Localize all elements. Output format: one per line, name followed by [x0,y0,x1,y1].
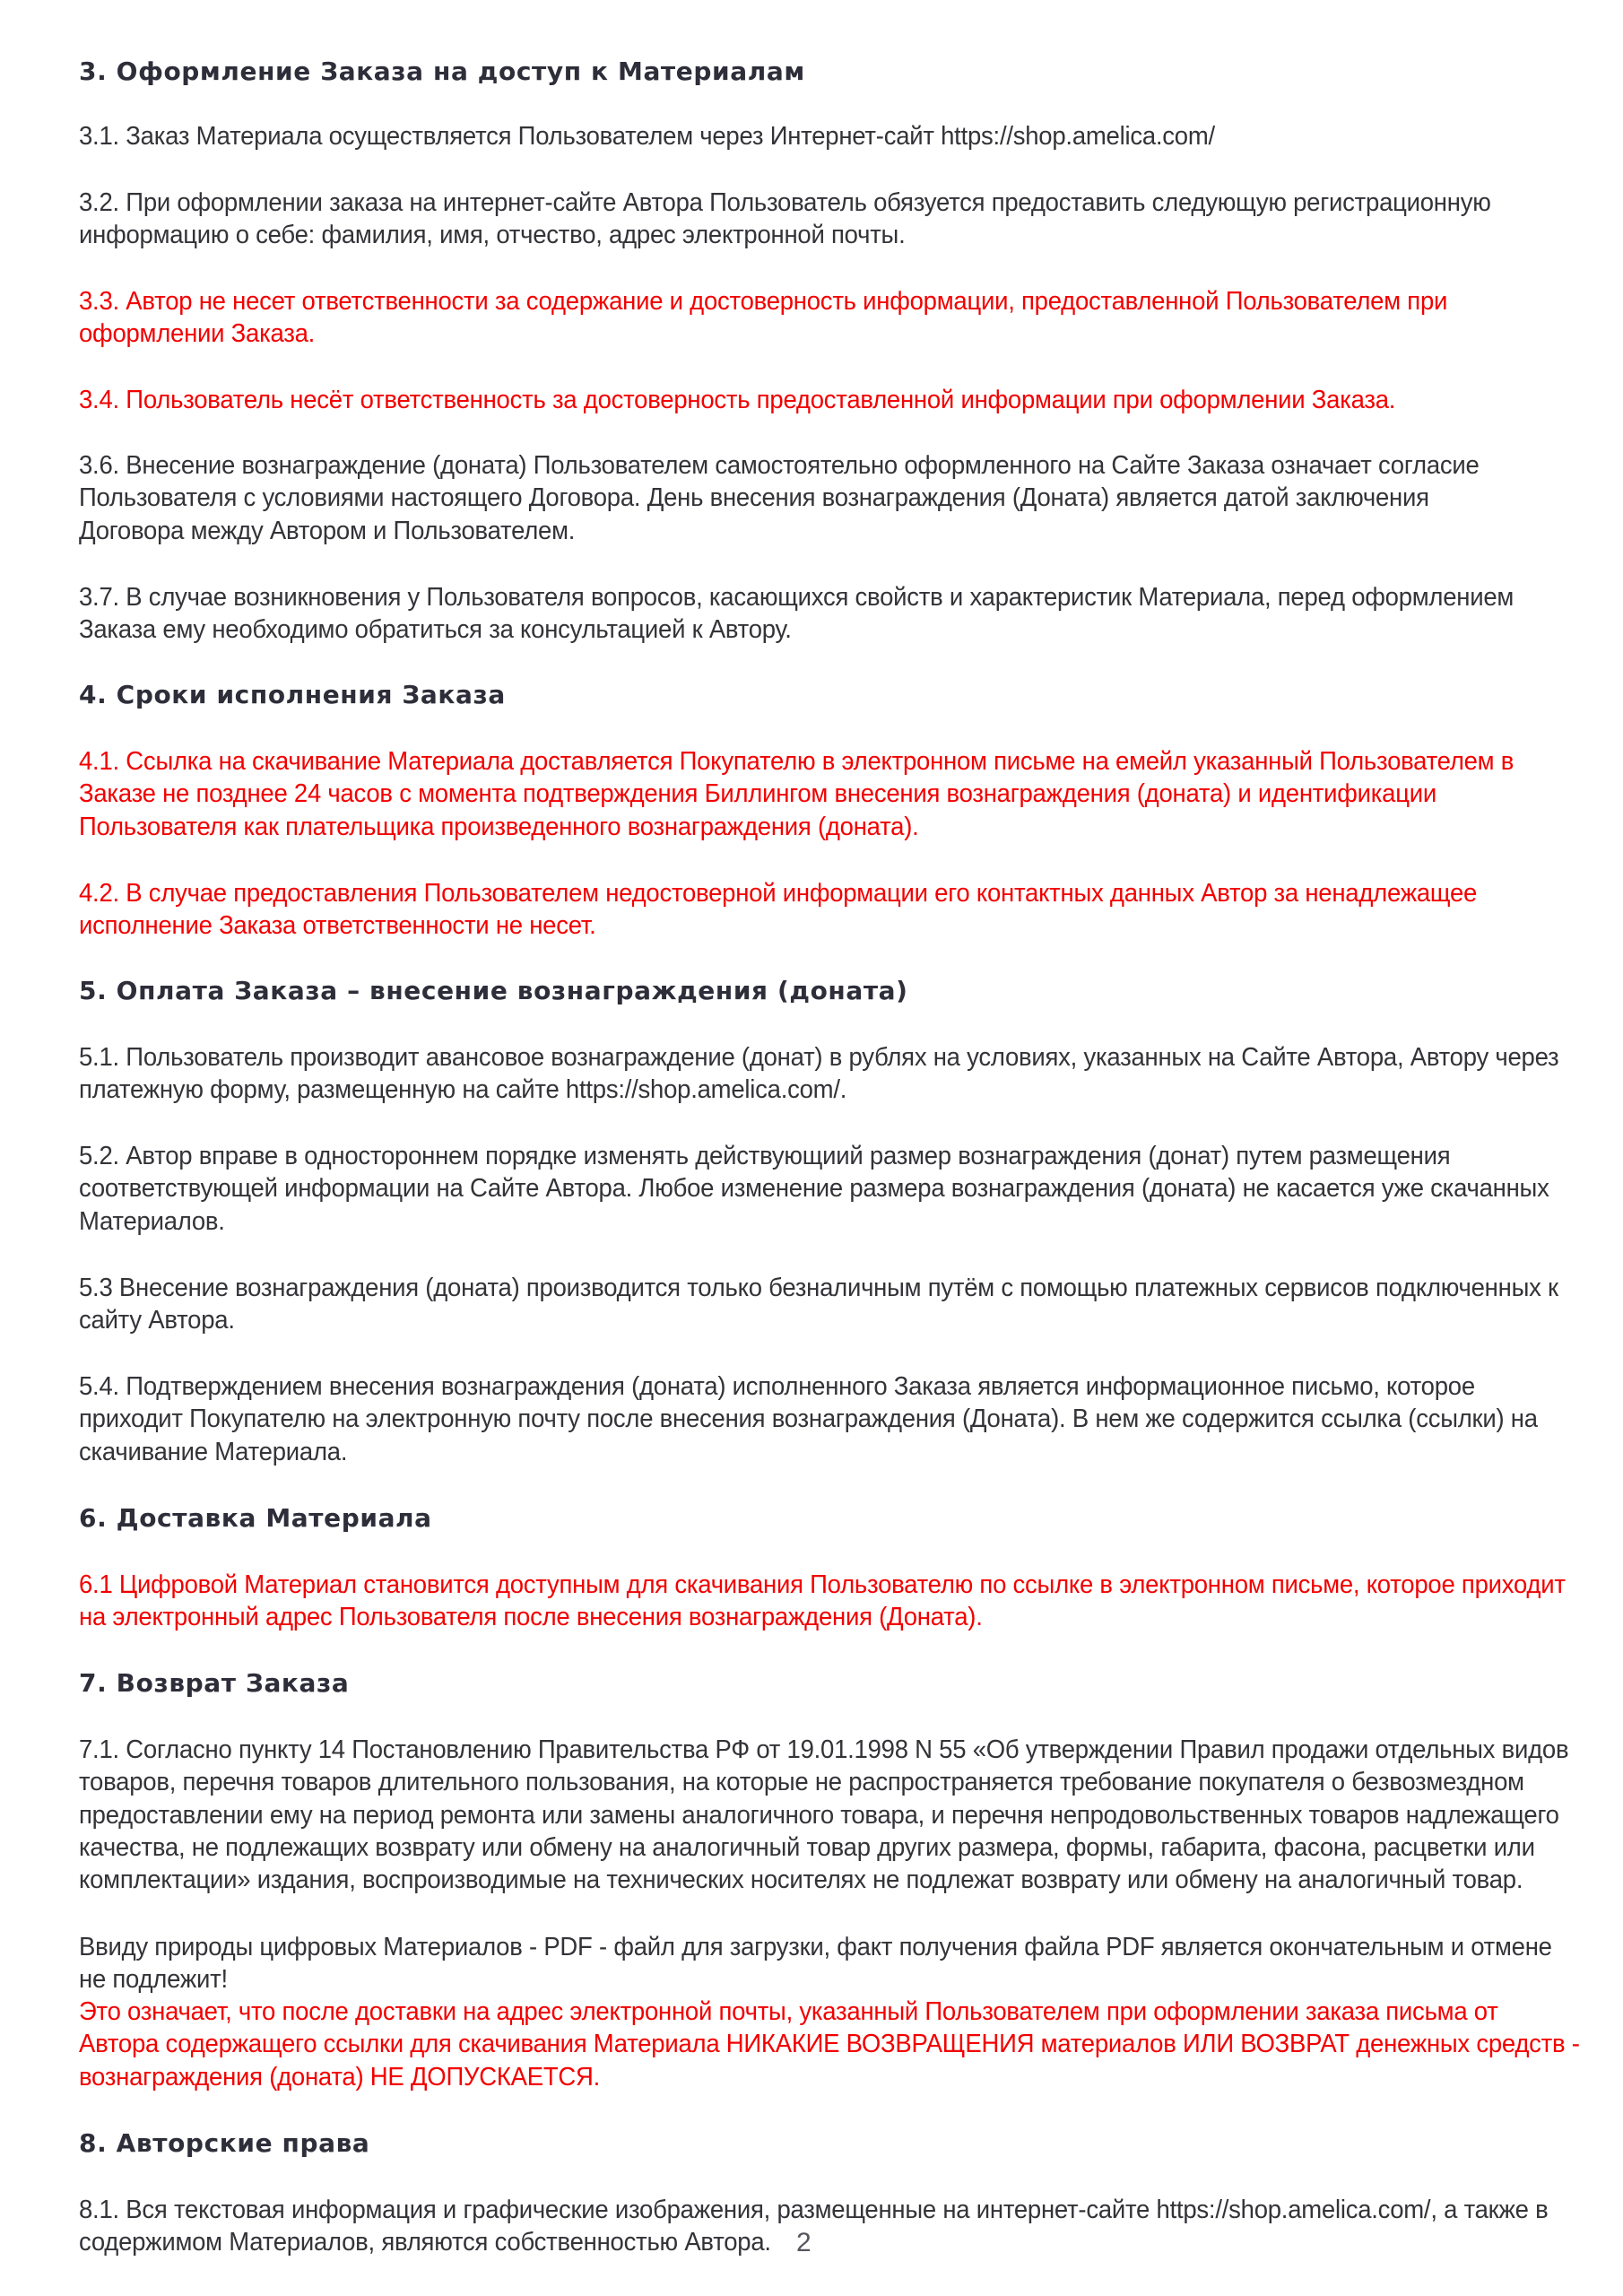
text-line: 4.2. В случае предоставления Пользователем недостоверной информации его контактных данных Автор за ненадлежащее [79,879,1478,908]
paragraph-6-1 [79,1569,1619,1634]
text-line: Пользователя как плательщика произведенного вознаграждения (доната). [79,812,919,841]
section-heading: 3. Оформление Заказа на доступ к Материалам [79,57,805,86]
paragraph-5-1 [79,1041,1612,1107]
paragraph-3-4 [79,384,1443,416]
text-line: Материалов. [79,1206,225,1236]
text-line: информацию о себе: фамилия, имя, отчество, адрес электронной почты. [79,221,906,250]
text-line: платежную форму, размещенную на сайте https://shop.amelica.com/. [79,1075,847,1105]
text-line: скачивание Материала. [79,1437,348,1466]
text-line: Пользователя с условиями настоящего Договора. День внесения вознаграждения (Доната) является датой заключения [79,483,1429,513]
text-line: 6.1 Цифровой Материал становится доступным для скачивания Пользователю по ссылке в электронном письме, которое приходит [79,1570,1566,1599]
text-line: исполнение Заказа ответственности не несет. [79,911,596,941]
section-heading: 5. Оплата Заказа – внесение вознаграждения (доната) [79,976,908,1005]
paragraph-4-1 [79,745,1566,843]
text-line: 4.1. Ссылка на скачивание Материала доставляется Покупателю в электронном письме на емейл указанный Пользователем в [79,747,1515,776]
paragraph-3-2 [79,187,1542,252]
paragraph-3-6 [79,449,1530,547]
text-line: 7.1. Согласно пункту 14 Постановлению Правительства РФ от 19.01.1998 N 55 «Об утверждении Правил продажи отдельных видов [79,1735,1569,1764]
text-line: Автора содержащего ссылки для скачивания Материала НИКАКИЕ ВОЗВРАЩЕНИЯ материалов ИЛИ ВОЗВРАТ денежных средств - [79,2030,1580,2059]
text-line: Заказе не позднее 24 часов с момента подтверждения Биллингом внесения вознаграждения (доната) и идентификации [79,779,1436,809]
section-heading: 4. Сроки исполнения Заказа [79,680,506,709]
paragraph-5-2 [79,1140,1602,1238]
text-line: 5.2. Автор вправе в одностороннем порядке изменять действующиий размер вознаграждения (донат) путем размещения [79,1142,1451,1170]
text-line: на электронный адрес Пользователя после внесения вознаграждения (Доната). [79,1603,983,1632]
text-line: 3.1. Заказ Материала осуществляется Пользователем через Интернет-сайт https://shop.amelica.com/ [79,122,1215,151]
text-line: содержимом Материалов, являются собственностью Автора. [79,2228,771,2257]
page-number: 2 [796,2228,812,2257]
paragraph-3-3 [79,285,1497,351]
text-line: не подлежит! [79,1965,228,1995]
paragraph-3-7 [79,581,1566,647]
text-line: приходит Покупателю на электронную почту после внесения вознаграждения (Доната). В нем же содержится ссылка (ссылки) на [79,1405,1538,1434]
text-line: Это означает, что после доставки на адрес электронной почты, указанный Пользователем при оформлении заказа письма от [79,1997,1498,2026]
paragraph-5-4 [79,1370,1591,1468]
section-heading: 6. Доставка Материала [79,1503,432,1533]
text-line: Ввиду природы цифровых Материалов - PDF - файл для загрузки, факт получения файла PDF является окончательным и отмене [79,1933,1552,1961]
text-line: 3.3. Автор не несет ответственности за содержание и достоверность информации, предоставленной Пользователем при [79,287,1448,316]
text-line: сайту Автора. [79,1306,235,1335]
paragraph-7-pdf-note [79,1931,1605,1996]
paragraph-5-3 [79,1272,1612,1337]
text-line: качества, не подлежащих возврату или обмену на аналогичный товар других размера, формы, габарита, фасона, расцветки или [79,1832,1535,1862]
paragraph-7-1 [79,1734,1623,1896]
text-line: Договора между Автором и Пользователем. [79,516,576,545]
paragraph-8-1 [79,2194,1601,2259]
paragraph-4-2 [79,877,1528,943]
text-line: соответствующей информации на Сайте Автора. Любое изменение размера вознаграждения (доната) не касается уже скачанных [79,1174,1549,1204]
text-line: предоставлении ему на период ремонта или замены аналогичного товара, и перечня непродовольственных товаров надлежащего [79,1800,1559,1830]
text-line: 8.1. Вся текстовая информация и графические изображения, размещенные на интернет-сайте https://shop.amelica.com/, а также в [79,2196,1549,2224]
section-heading: 7. Возврат Заказа [79,1668,350,1698]
text-line: 3.6. Внесение вознаграждение (доната) Пользователем самостоятельно оформленного на Сайте Заказа означает согласие [79,451,1480,480]
text-line: 3.4. Пользователь несёт ответственность за достоверность предоставленной информации при оформлении Заказа. [79,386,1396,414]
text-line: оформлении Заказа. [79,319,316,349]
text-line: Заказа ему необходимо обратиться за консультацией к Автору. [79,615,792,645]
text-line: 3.7. В случае возникновения у Пользователя вопросов, касающихся свойств и характеристик Материала, перед оформлением [79,583,1515,612]
text-line: комплектации» издания, воспроизводимые на технических носителях не подлежат возврату или обмену на аналогичный товар. [79,1866,1523,1895]
text-line: 5.3 Внесение вознаграждения (доната) производится только безналичным путём с помощью платежных сервисов подключенных к [79,1274,1558,1302]
paragraph-3-1 [79,120,1256,152]
text-line: 5.1. Пользователь производит авансовое вознаграждение (донат) в рублях на условиях, указанных на Сайте Автора, Автору через [79,1043,1559,1072]
section-heading: 8. Авторские права [79,2128,370,2158]
paragraph-7-no-refund [79,1996,1623,2093]
text-line: товаров, перечня товаров длительного пользования, на которые не распространяется требование покупателя о безвозмездном [79,1768,1524,1797]
text-line: 3.2. При оформлении заказа на интернет-сайте Автора Пользователь обязуется предоставить следующую регистрационную [79,188,1491,217]
text-line: вознаграждения (доната) НЕ ДОПУСКАЕТСЯ. [79,2062,601,2092]
text-line: 5.4. Подтверждением внесения вознаграждения (доната) исполненного Заказа является информационное письмо, которое [79,1372,1475,1401]
